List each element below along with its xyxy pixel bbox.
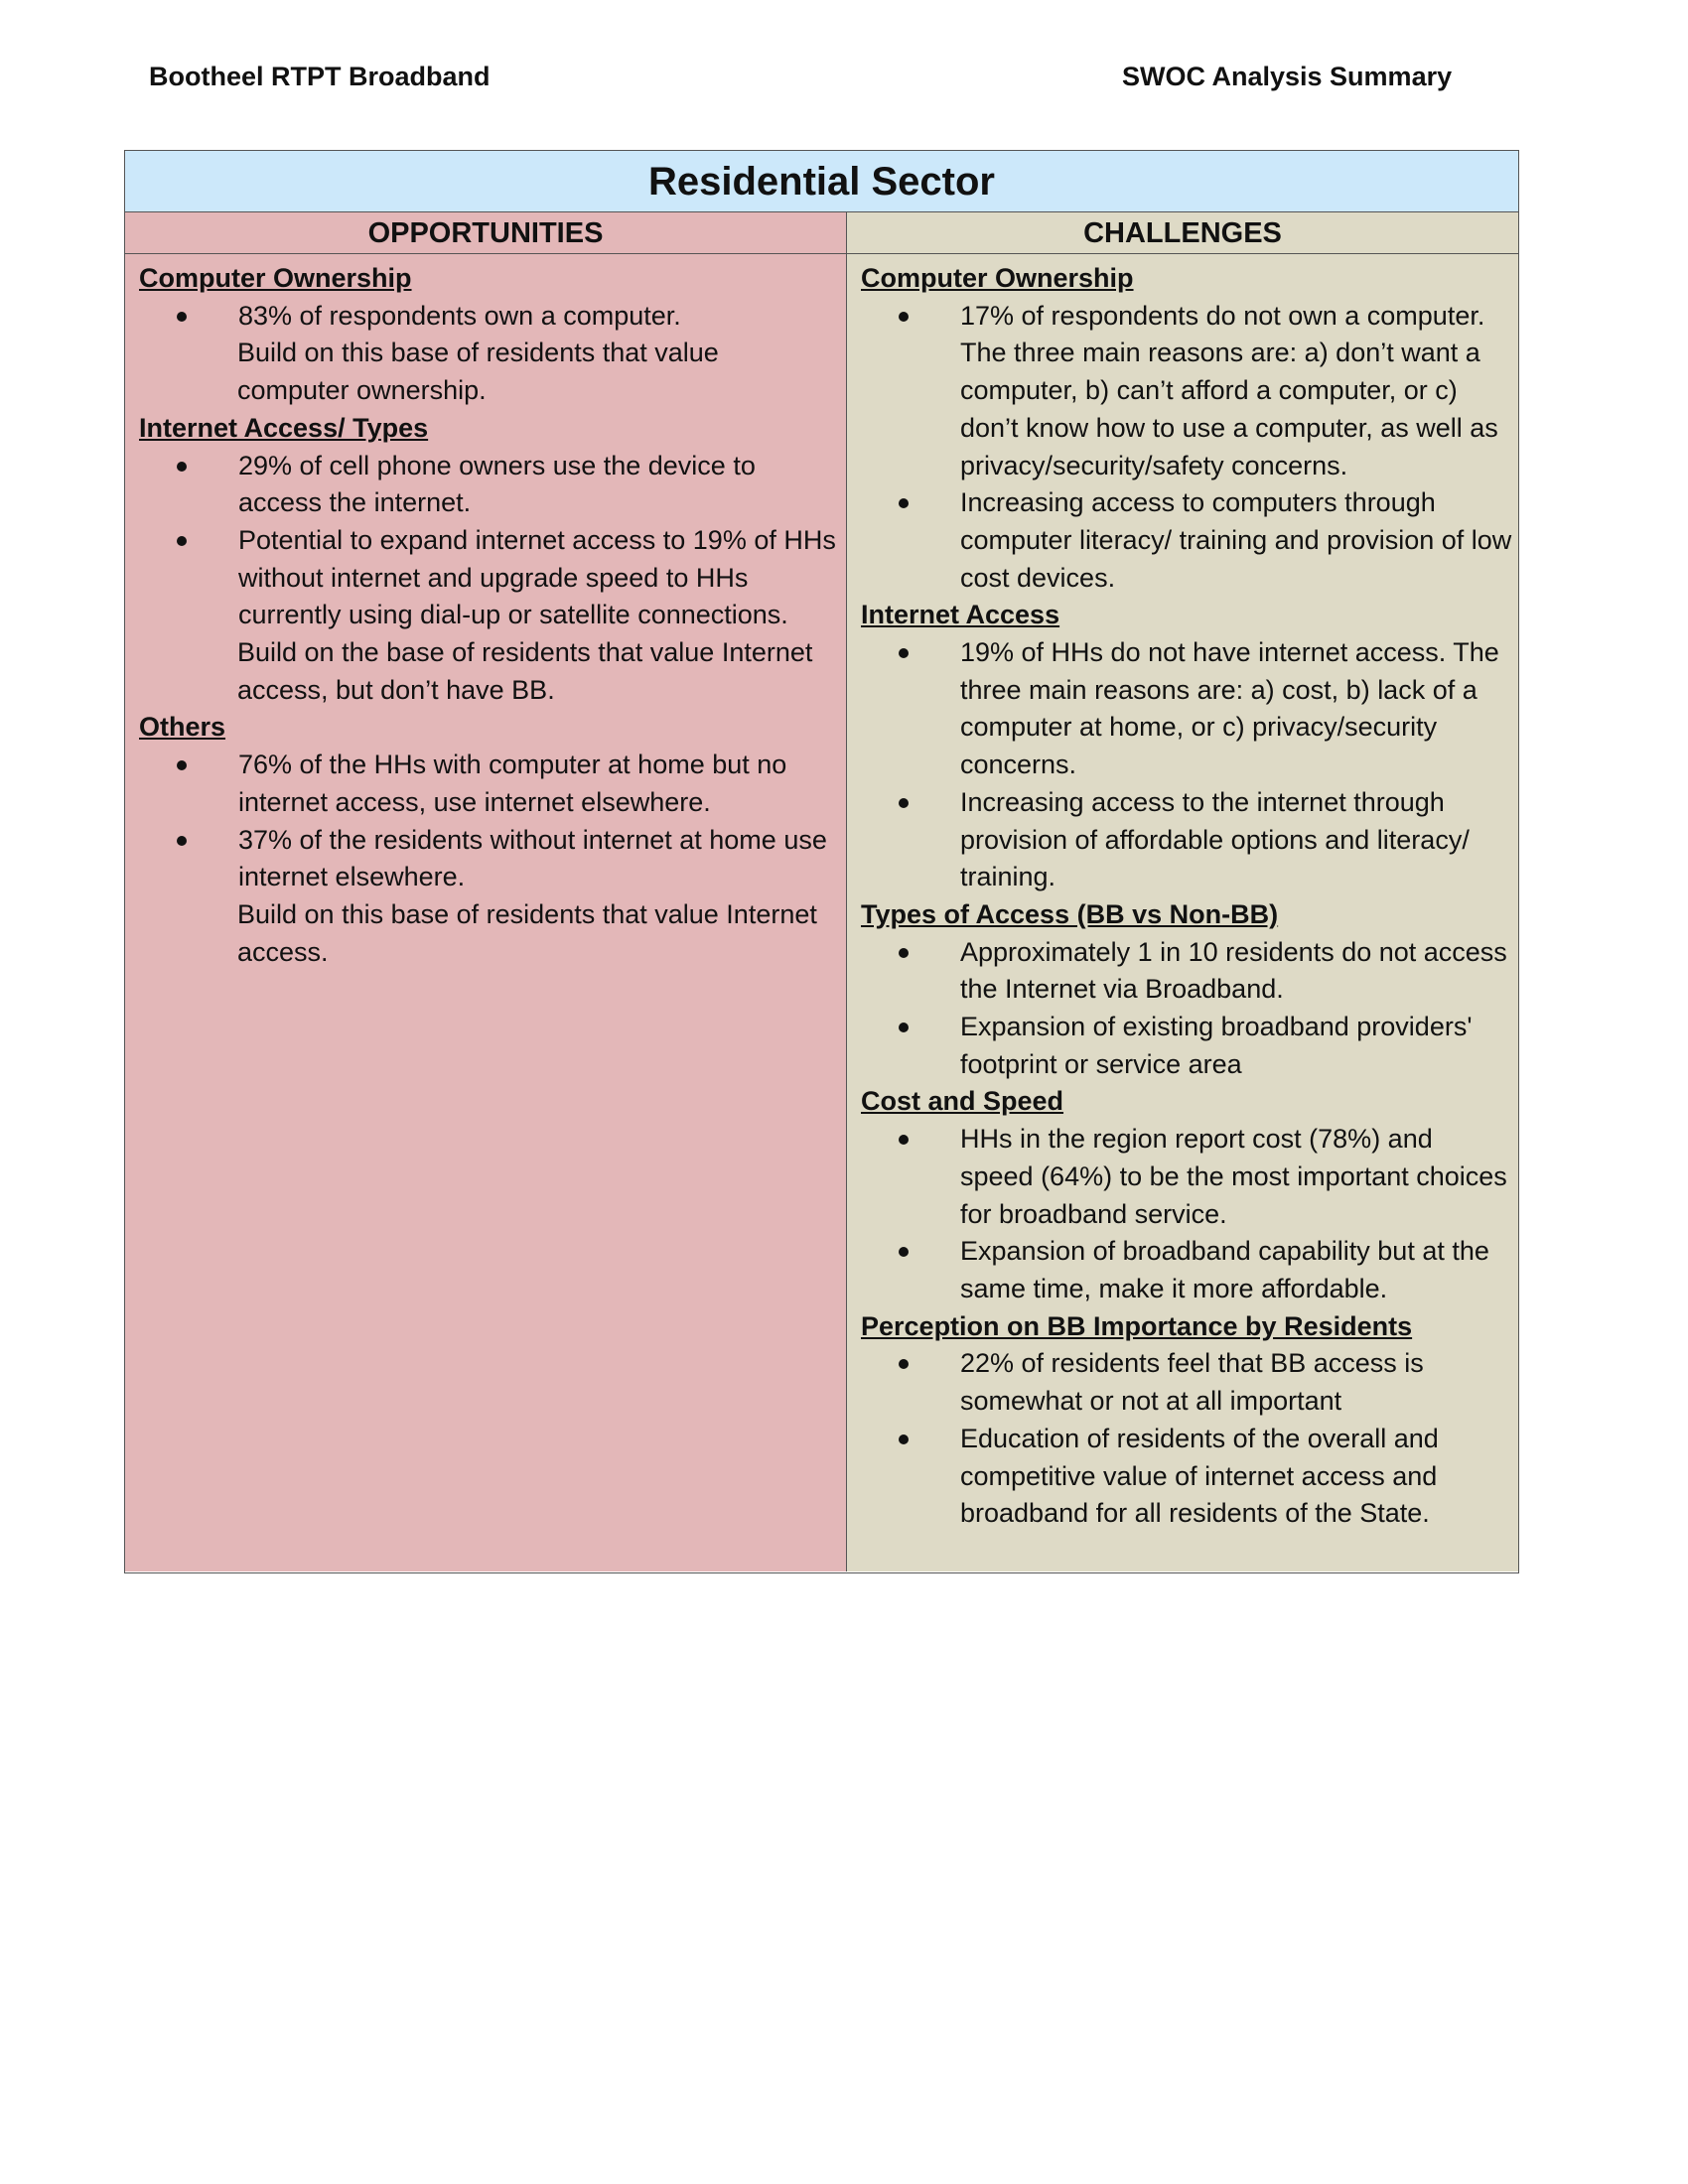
bullet-icon [899,948,909,958]
opportunity-section [139,260,836,410]
bullet-icon [899,1434,909,1444]
list-item [960,298,1512,485]
sector-title: Residential Sector [125,151,1518,212]
challenges-column [847,254,1518,1571]
bullet-icon [177,462,187,472]
list-item-text: Education of residents of the overall and competitive value of internet access and broadband for all residents of the State. [960,1423,1439,1529]
column-headings [125,212,1518,254]
section-title: Internet Access [861,600,1060,630]
bullet-list [861,934,1512,1084]
section-note: Build on the base of residents that value Internet access, but don’t have BB. [237,637,813,705]
list-item-text: 37% of the residents without internet at home use internet elsewhere. [238,824,827,892]
list-item [960,934,1512,1009]
challenge-section [861,1308,1512,1533]
list-item-text: Approximately 1 in 10 residents do not access the Internet via Broadband. [960,936,1507,1005]
bullet-list [861,1345,1512,1533]
list-item-text: 83% of respondents own a computer. [238,300,681,331]
list-item [960,634,1512,784]
header-right-title: SWOC Analysis Summary [1122,62,1453,91]
bullet-list [861,634,1512,896]
list-item-text: 29% of cell phone owners use the device to access the internet. [238,450,756,518]
list-item [960,1421,1512,1533]
bullet-icon [899,1247,909,1257]
list-item [960,484,1512,597]
list-item-text: Increasing access to the internet through provision of affordable options and literacy/ training. [960,786,1470,892]
bullet-icon [899,498,909,508]
bullet-icon [899,1359,909,1369]
bullet-icon [177,836,187,846]
section-title: Computer Ownership [861,263,1134,293]
list-item [238,448,836,522]
bullet-list [139,747,836,896]
list-item [238,747,836,821]
header-left-title: Bootheel RTPT Broadband [149,62,491,91]
bullet-icon [899,1023,909,1032]
list-item [960,1009,1512,1083]
section-note: Build on this base of residents that value Internet access. [237,898,817,967]
bullet-icon [899,312,909,322]
challenge-section [861,896,1512,1084]
section-note: Build on this base of residents that value computer ownership. [237,338,719,406]
list-item [960,1345,1512,1420]
bullet-list [861,298,1512,598]
list-item-text: 17% of respondents do not own a computer. The three main reasons are: a) don’t want a computer, b) can’t afford a computer, or c) don’t know how to use a computer, as well as privacy/security/safety concerns. [960,300,1498,480]
bullet-icon [177,536,187,546]
list-item-text: HHs in the region report cost (78%) and speed (64%) to be the most important choices for broadband service. [960,1124,1507,1229]
section-title: Others [139,712,226,743]
bullet-icon [899,1135,909,1145]
list-item [238,522,836,634]
section-title: Cost and Speed [861,1086,1064,1117]
opportunities-heading: OPPORTUNITIES [125,212,847,253]
challenges-heading: CHALLENGES [847,212,1518,253]
challenge-section [861,597,1512,896]
page-header [149,62,1453,97]
opportunity-section [139,410,836,710]
list-item-text: 19% of HHs do not have internet access. The three main reasons are: a) cost, b) lack of a computer at home, or c) privacy/security concerns. [960,637,1499,780]
section-title: Internet Access/ Types [139,412,429,443]
challenge-section [861,1083,1512,1307]
table-body [125,254,1518,1571]
list-item-text: Expansion of broadband capability but at the same time, make it more affordable. [960,1236,1489,1303]
list-item-text: Potential to expand internet access to 19% of HHs without internet and upgrade speed to HHs currently using dial-up or satellite connections. [238,524,836,630]
list-item [238,298,836,336]
bullet-icon [899,798,909,808]
opportunities-column [125,254,847,1571]
list-item-text: 22% of residents feel that BB access is somewhat or not at all important [960,1348,1424,1417]
section-title: Computer Ownership [139,263,412,293]
bullet-list [139,448,836,635]
bullet-list [139,298,836,336]
swoc-table [124,150,1519,1573]
bullet-icon [177,760,187,770]
bullet-list [861,1121,1512,1308]
challenge-section [861,260,1512,597]
opportunity-section [139,709,836,971]
list-item-text: Increasing access to computers through computer literacy/ training and provision of low cost devices. [960,487,1512,593]
section-title: Types of Access (BB vs Non-BB) [861,898,1279,929]
list-item-text: 76% of the HHs with computer at home but no internet access, use internet elsewhere. [238,750,787,817]
list-item [238,822,836,896]
list-item [960,1233,1512,1307]
list-item [960,784,1512,896]
section-title: Perception on BB Importance by Residents [861,1310,1413,1341]
bullet-icon [177,312,187,322]
bullet-icon [899,648,909,658]
list-item-text: Expansion of existing broadband providers' footprint or service area [960,1012,1473,1079]
list-item [960,1121,1512,1233]
